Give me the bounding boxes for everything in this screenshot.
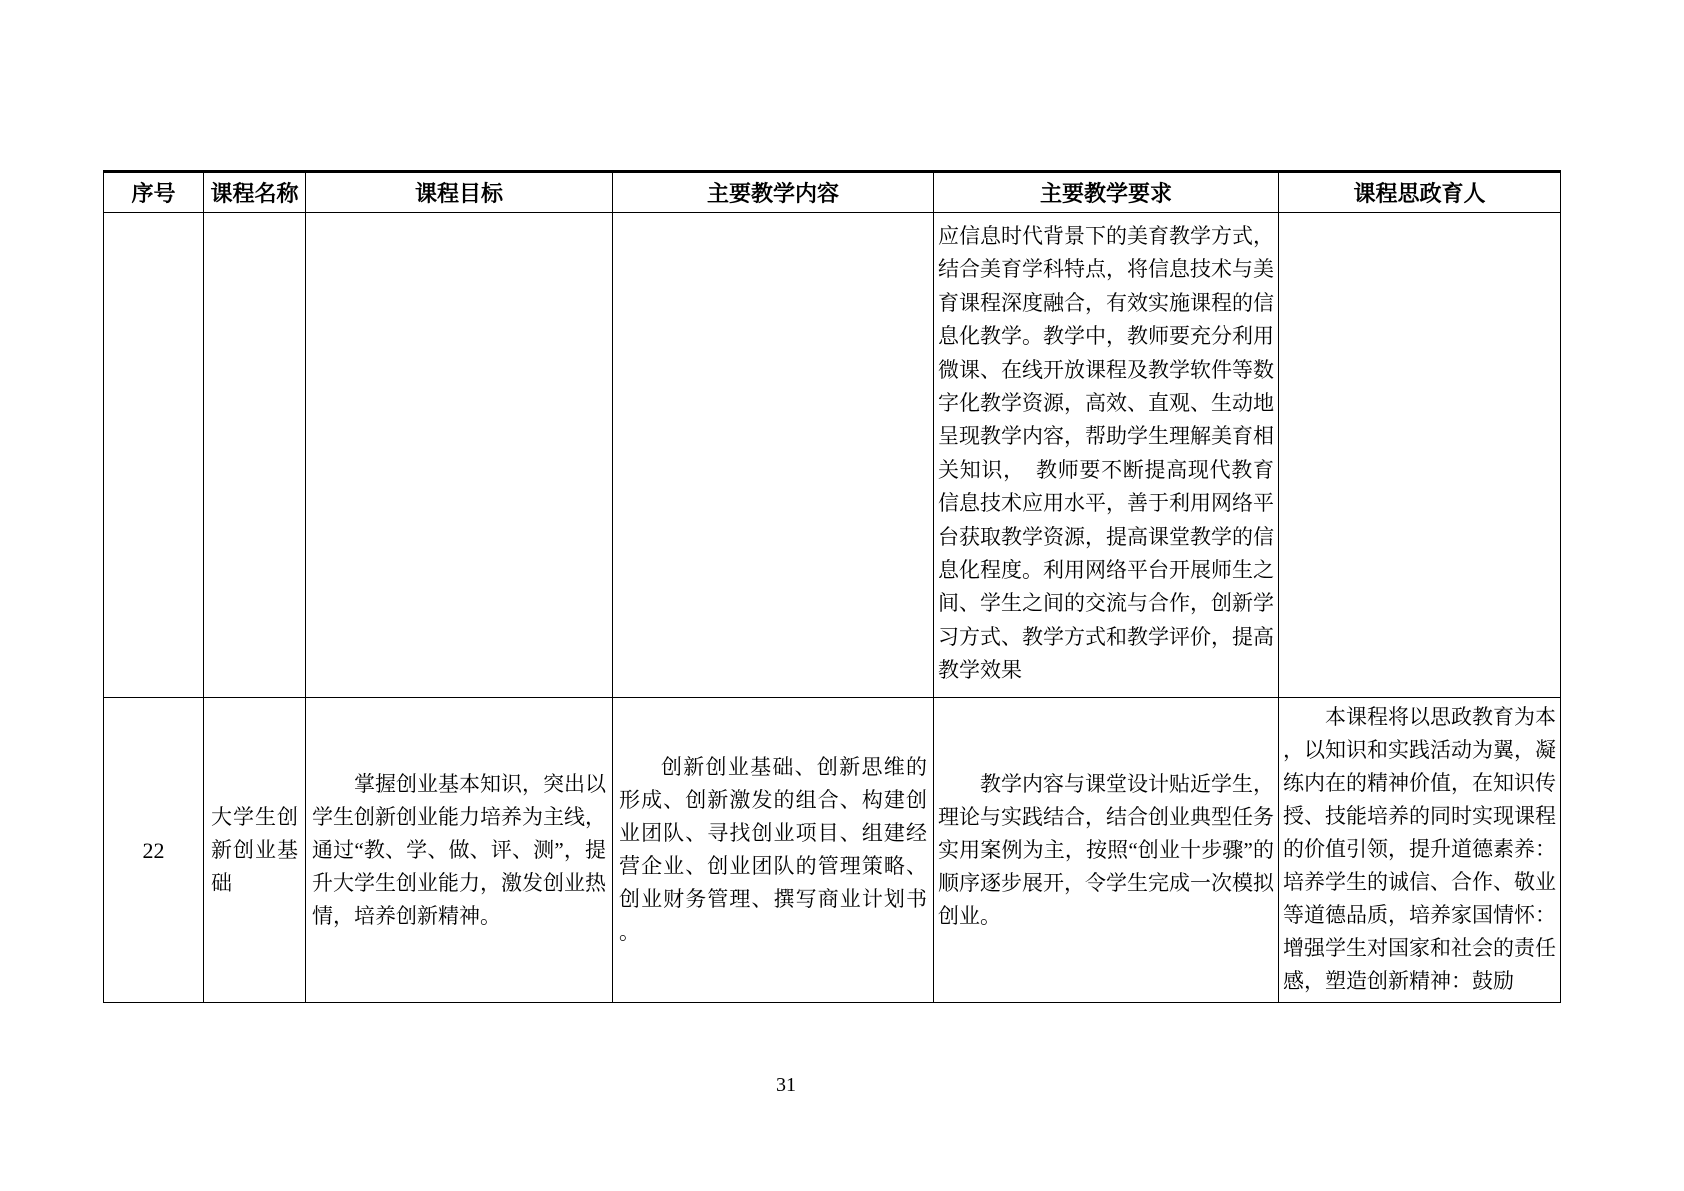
- cell-ideology-education: [1279, 213, 1561, 698]
- teaching-content-text: 创新创业基础、创新思维的形成、创新激发的组合、构建创业团队、寻找创业项目、组建经营企业、创业团队的管理策略、创业财务管理、撰写商业计划书。: [619, 755, 927, 944]
- cell-course-name: [204, 213, 306, 698]
- cell-course-name: [204, 698, 306, 1003]
- header-ideology-education: 课程思政育人: [1279, 172, 1561, 213]
- table-row-course-22: [104, 698, 1561, 1003]
- header-teaching-requirement: 主要教学要求: [934, 172, 1279, 213]
- teaching-requirement-text: 应信息时代背景下的美育教学方式，结合美育学科特点，将信息技术与美育课程深度融合，有效实施课程的信息化教学。教学中，教师要充分利用微课、在线开放课程及教学软件等数字化教学资源，高效、直观、生动地呈现教学内容，帮助学生理解美育相关知识， 教师要不断提高现代教育信息技术应用水平，善于利用网络平台获取教学资源，提高课堂教学的信息化程度。利用网络平台开展师生之间、学生之间的交流与合作，创新学习方式、教学方式和教学评价，提高教学效果: [938, 224, 1274, 683]
- cell-serial-number: [104, 213, 204, 698]
- cell-teaching-requirement: [934, 213, 1279, 698]
- page-number: 31: [776, 1074, 796, 1096]
- table-header-row: [104, 172, 1561, 213]
- header-serial-number: 序号: [104, 172, 204, 213]
- cell-course-objective: [306, 698, 613, 1003]
- teaching-requirement-text: 教学内容与课堂设计贴近学生，理论与实践结合，结合创业典型任务实用案例为主，按照“创业十步骤”的顺序逐步展开，令学生完成一次模拟创业。: [938, 771, 1274, 928]
- course-name-text: 大学生创新创业基础: [211, 804, 298, 895]
- cell-serial-number: 22: [104, 698, 204, 1003]
- header-teaching-content: 主要教学内容: [613, 172, 934, 213]
- ideology-education-text: 本课程将以思政教育为本，以知识和实践活动为翼，凝练内在的精神价值，在知识传授、技能培养的同时实现课程的价值引领，提升道德素养：培养学生的诚信、合作、敬业等道德品质，培养家国情怀：增强学生对国家和社会的责任感，塑造创新精神：鼓励: [1283, 705, 1556, 993]
- course-objective-text: 掌握创业基本知识，突出以学生创新创业能力培养为主线，通过“教、学、做、评、测”，提升大学生创业能力，激发创业热情，培养创新精神。: [312, 771, 606, 928]
- course-plan-table: [103, 170, 1561, 1003]
- header-course-name: 课程名称: [204, 172, 306, 213]
- table-row-continuation: [104, 213, 1561, 698]
- cell-ideology-education: [1279, 698, 1561, 1003]
- cell-course-objective: [306, 213, 613, 698]
- cell-teaching-requirement: [934, 698, 1279, 1003]
- header-course-objective: 课程目标: [306, 172, 613, 213]
- cell-teaching-content: [613, 698, 934, 1003]
- cell-teaching-content: [613, 213, 934, 698]
